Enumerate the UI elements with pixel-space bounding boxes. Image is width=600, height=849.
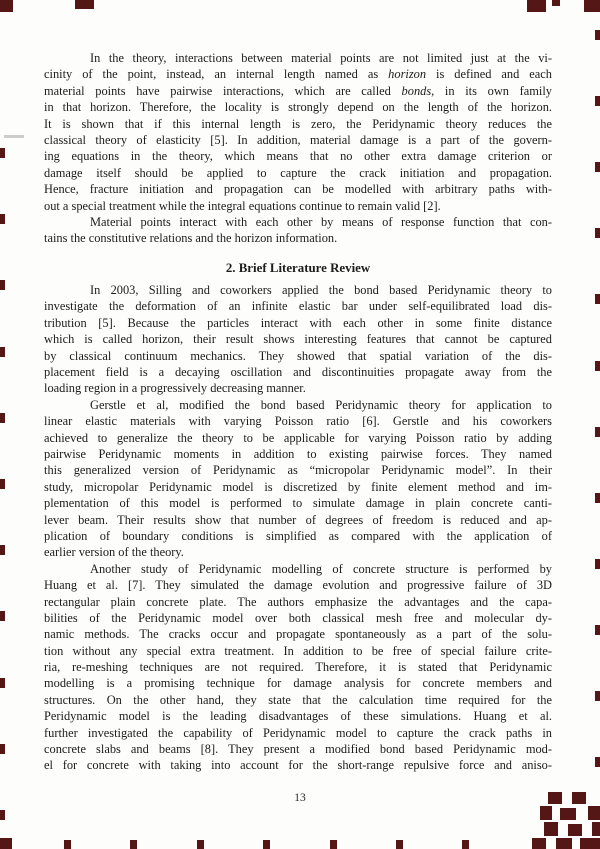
- text-line: which is called horizon, their result shows interesting features that cannot be captured: [44, 332, 552, 347]
- text-line: classical theory of elasticity [5]. In addition, material damage is a part of the govern-: [44, 132, 552, 147]
- scan-artifact-mark: [396, 840, 403, 849]
- text-line: linear elastic materials with varying Poisson ratio [6]. Gerstle and his coworkers: [44, 414, 552, 429]
- scan-artifact-mark: [0, 545, 5, 555]
- scan-artifact-mark: [75, 0, 94, 9]
- text-line: achieved to generalize the theory to be applicable for varying Poisson ratio by adding: [44, 430, 552, 445]
- scan-artifact-mark: [560, 808, 576, 820]
- text-line: this generalized version of Peridynamic as “micropolar Peridynamic model”. In their: [44, 463, 552, 478]
- text-line: rectangular plain concrete plate. The authors emphasize the advantages and the capa-: [44, 594, 552, 609]
- text-line: structures. On the other hand, they state that the calculation time required for the: [44, 692, 552, 707]
- text-line: Gerstle et al, modified the bond based Peridynamic theory for application to: [90, 397, 552, 412]
- text-line: Hence, fracture initiation and propagation can be modelled with arbitrary paths with-: [44, 182, 552, 197]
- scan-artifact-mark: [0, 148, 5, 158]
- scan-artifact-mark: [263, 840, 270, 849]
- text-line: in that horizon. Therefore, the locality is strongly depend on the length of the horizon.: [44, 100, 552, 115]
- page-number: 13: [294, 792, 306, 804]
- text-line: further investigated the capability of Peridynamic model to capture the crack paths in: [44, 725, 552, 740]
- scan-artifact-mark: [527, 0, 546, 12]
- scan-artifact-mark: [568, 824, 582, 836]
- text-line: namic methods. The cracks occur and propagate spontaneously as a part of the solu-: [44, 627, 552, 642]
- text-line: modelling is a promising technique for damage analysis for concrete members and: [44, 676, 552, 691]
- scan-artifact-mark: [64, 840, 71, 849]
- scan-artifact-mark: [595, 691, 600, 701]
- text-line: earlier version of the theory.: [44, 545, 184, 560]
- text-line: plication of boundary conditions is simplified as compared with the application of: [44, 528, 552, 543]
- scan-artifact-mark: [552, 0, 560, 6]
- scan-artifact-mark: [592, 822, 600, 836]
- text-line: In the theory, interactions between material points are not limited just at the vi-: [90, 51, 552, 65]
- text-line: tribution [5]. Because the particles interact with each other in some finite distance: [44, 315, 552, 330]
- text-line: Peridynamic model is the leading disadvantages of these simulations. Huang et al.: [44, 709, 552, 724]
- page-body: [44, 50, 552, 774]
- scan-artifact-mark: [540, 806, 552, 820]
- text-line: damage itself should be applied to capture the crack initiation and propagation.: [44, 165, 552, 180]
- scan-artifact-mark: [130, 840, 137, 849]
- text-line: pairwise Peridynamic moments in addition to existing pairwise forces. They named: [44, 447, 552, 461]
- text-line: ria, re-meshing techniques are not required. Therefore, it is stated that Peridynamic: [44, 660, 552, 675]
- scan-artifact-mark: [595, 30, 600, 40]
- scan-artifact-mark: [532, 838, 546, 849]
- scan-artifact-mark: [580, 838, 600, 849]
- scan-artifact-mark: [462, 840, 469, 849]
- scan-artifact-mark: [0, 413, 5, 423]
- text-line: Huang et al. [7]. They simulated the damage evolution and progressive failure of 3D: [44, 578, 552, 593]
- scan-artifact-mark: [572, 792, 586, 804]
- scan-artifact-mark: [595, 427, 600, 437]
- text-line: tion without any special extra treatment. In addition to be free of special failure crite-: [44, 643, 552, 658]
- text-line: Another study of Peridynamic modelling of concrete structure is performed by: [90, 561, 552, 576]
- text-line: bilities of the Peridynamic model over both classical mesh free and molecular dy-: [44, 610, 552, 625]
- text-line: investigate the deformation of an infinite elastic bar under self-equilibrated load dis-: [44, 299, 552, 314]
- text-line: lever beam. Their results show that number of degrees of freedom is reduced and ap-: [44, 512, 552, 527]
- text-line: placement field is a decaying oscillation and discontinuities propagate away from the: [44, 365, 552, 380]
- scan-artifact-mark: [0, 744, 5, 754]
- scan-artifact-mark: [0, 479, 5, 489]
- scan-artifact-dash: [4, 135, 24, 138]
- scan-artifact-mark: [588, 806, 600, 820]
- paragraph: [44, 282, 552, 397]
- paragraph: [44, 50, 552, 214]
- scan-artifact-mark: [595, 625, 600, 635]
- scan-artifact-mark: [595, 757, 600, 767]
- scan-artifact-mark: [0, 838, 12, 849]
- scan-artifact-mark: [556, 838, 572, 849]
- text-line: material points have pairwise interactions, which are called bonds, in its own family: [44, 83, 552, 98]
- text-line: plementation of this model is performed to simulate damage in plain concrete canti-: [44, 496, 552, 511]
- text-line: loading region in a progressively decreasing manner.: [44, 381, 306, 396]
- scan-artifact-mark: [0, 214, 5, 224]
- scan-artifact-mark: [0, 678, 5, 688]
- text-line: tains the constitutive relations and the horizon information.: [44, 231, 338, 246]
- scan-artifact-mark: [0, 280, 5, 290]
- scan-artifact-mark: [595, 228, 600, 238]
- text-line: by classical continuum mechanics. They showed that spatial variation of the dis-: [44, 348, 552, 363]
- paragraph: [44, 397, 552, 561]
- paragraph: [44, 214, 552, 247]
- scan-artifact-mark: [584, 0, 600, 12]
- text-line: It is shown that if this internal length is zero, the Peridynamic theory reduces the: [44, 116, 552, 131]
- scan-artifact-mark: [595, 559, 600, 569]
- scan-artifact-mark: [0, 0, 13, 12]
- scan-artifact-mark: [595, 361, 600, 371]
- scan-artifact-mark: [0, 611, 5, 621]
- text-line: Material points interact with each other by means of response function that con-: [90, 214, 552, 229]
- section-heading: 2. Brief Literature Review: [225, 260, 371, 275]
- text-line: out a special treatment while the integral equations continue to remain valid [2].: [44, 198, 441, 213]
- scan-artifact-mark: [0, 347, 5, 357]
- text-line: concrete slabs and beams [8]. They present a modified bond based Peridynamic mod-: [44, 742, 552, 757]
- text-line: el for concrete with taking into account for the short-range repulsive force and aniso-: [44, 758, 552, 773]
- scan-artifact-mark: [595, 294, 600, 304]
- text-line: study, micropolar Peridynamic model is discretized by finite element method and im-: [44, 479, 552, 494]
- scan-artifact-mark: [595, 493, 600, 503]
- scan-artifact-mark: [548, 792, 562, 804]
- scan-artifact-mark: [544, 822, 558, 836]
- scan-artifact-mark: [595, 162, 600, 172]
- scan-artifact-mark: [0, 810, 5, 820]
- text-line: ing equations in the theory, which means that no other extra damage criterion or: [44, 149, 552, 164]
- text-line: cinity of the point, instead, an internal length named as horizon is defined and each: [44, 67, 552, 82]
- scan-artifact-mark: [330, 840, 337, 849]
- scan-artifact-mark: [595, 96, 600, 106]
- text-line: In 2003, Silling and coworkers applied the bond based Peridynamic theory to: [90, 283, 552, 298]
- scan-artifact-mark: [197, 840, 204, 849]
- paragraph: [44, 561, 552, 774]
